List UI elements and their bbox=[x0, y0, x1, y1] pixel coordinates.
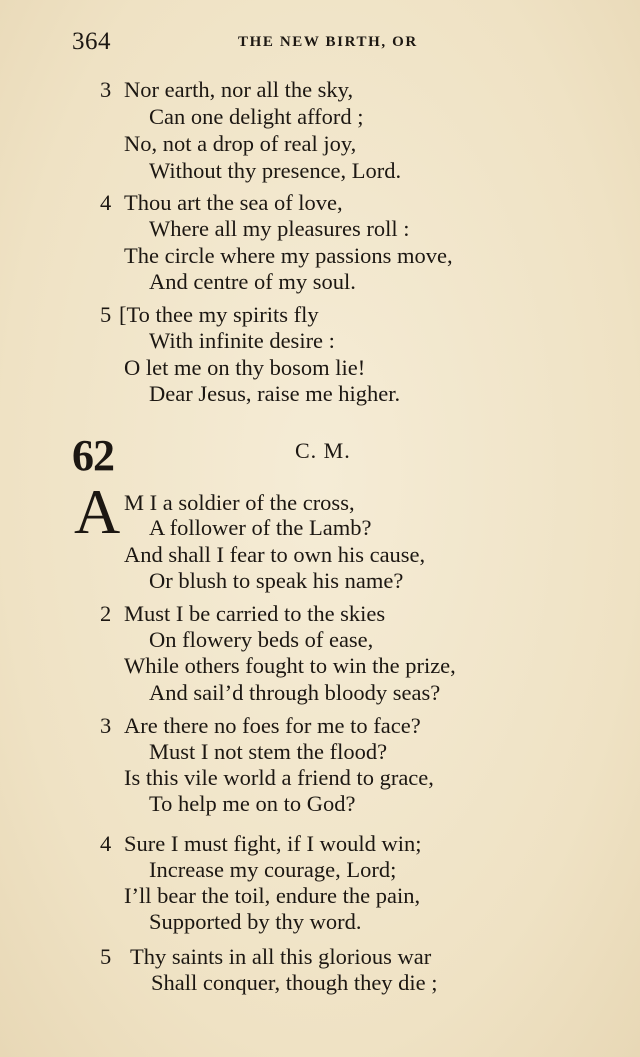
stanza-number: 5 bbox=[100, 302, 112, 327]
verse-line: On flowery beds of ease, bbox=[149, 627, 374, 652]
verse-line: Is this vile world a friend to grace, bbox=[124, 765, 434, 790]
page-number: 364 bbox=[72, 28, 111, 55]
verse-line: And sail’d through bloody seas? bbox=[149, 680, 441, 705]
stanza-number: 4 bbox=[100, 190, 112, 215]
verse-line: And shall I fear to own his cause, bbox=[124, 542, 426, 567]
verse-line: Thy saints in all this glorious war bbox=[130, 944, 432, 969]
verse-line: Are there no foes for me to face? bbox=[124, 713, 421, 738]
verse-line: Dear Jesus, raise me higher. bbox=[149, 381, 401, 406]
verse-line: With infinite desire : bbox=[149, 328, 335, 353]
stanza-number: 2 bbox=[100, 601, 112, 626]
stanza-number: 3 bbox=[100, 713, 112, 738]
hymn-meter: C. M. bbox=[295, 438, 351, 463]
stanza-number: 5 bbox=[100, 944, 112, 969]
verse-line: Must I not stem the flood? bbox=[149, 739, 388, 764]
verse-line: Sure I must fight, if I would win; bbox=[124, 831, 422, 856]
verse-line: O let me on thy bosom lie! bbox=[124, 355, 366, 380]
verse-line: M I a soldier of the cross, bbox=[124, 490, 355, 515]
verse-line: Or blush to speak his name? bbox=[149, 568, 404, 593]
verse-line: I’ll bear the toil, endure the pain, bbox=[124, 883, 421, 908]
verse-line: Without thy presence, Lord. bbox=[149, 158, 402, 183]
verse-line: Must I be carried to the skies bbox=[124, 601, 386, 626]
verse-line: Nor earth, nor all the sky, bbox=[124, 77, 354, 102]
page-header bbox=[0, 28, 640, 58]
drop-cap: A bbox=[74, 476, 121, 547]
verse-line: Can one delight afford ; bbox=[149, 104, 364, 129]
verse-line: To help me on to God? bbox=[149, 791, 356, 816]
stanza-number: 4 bbox=[100, 831, 112, 856]
running-head: THE NEW BIRTH, OR bbox=[238, 34, 418, 50]
verse-line: Increase my courage, Lord; bbox=[149, 857, 397, 882]
verse-line: And centre of my soul. bbox=[149, 269, 356, 294]
verse-line: Shall conquer, though they die ; bbox=[151, 970, 438, 995]
verse-line: Supported by thy word. bbox=[149, 909, 362, 934]
verse-line: [To thee my spirits fly bbox=[119, 302, 319, 327]
verse-line: Thou art the sea of love, bbox=[124, 190, 343, 215]
verse-line: No, not a drop of real joy, bbox=[124, 131, 357, 156]
verse-line: A follower of the Lamb? bbox=[149, 515, 372, 540]
verse-line: Where all my pleasures roll : bbox=[149, 216, 410, 241]
stanza-number: 3 bbox=[100, 77, 112, 102]
verse-line: The circle where my passions move, bbox=[124, 243, 453, 268]
hymn-number: 62 bbox=[72, 431, 114, 480]
verse-line: While others fought to win the prize, bbox=[124, 653, 456, 678]
